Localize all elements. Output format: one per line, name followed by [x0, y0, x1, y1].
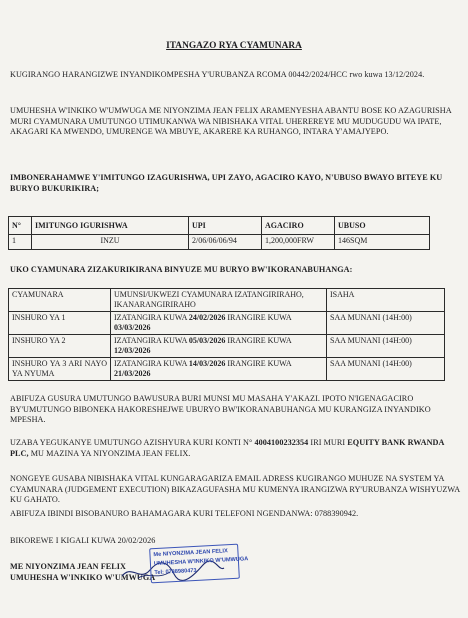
- property-table-header: [9, 217, 430, 235]
- cell-dates: UMUNSI/UKWEZI CYAMUNARA IZATANGIRIRAHO, IKANARANGIRIRAHO: [111, 289, 327, 312]
- document-title: ITANGAZO RYA CYAMUNARA: [166, 41, 302, 51]
- email-request-paragraph: NONGEYE GUSABA NIBISHAKA VITAL KUNGARAGARIZA EMAIL ADRESS KUGIRANGO MUHUZE NA SYSTEM YA CYAMUNARA (JUDGEMENT EXECUTION) BIKAZAGUFASHA MU KUMENYA IRANGIZWA RY'URUBANZA WISHYUZWA KU GAHATO.: [10, 474, 460, 505]
- cell-number: 1: [9, 235, 32, 250]
- start-date: 14/03/2026: [188, 359, 226, 368]
- table-row: [9, 358, 445, 381]
- signer-name: ME NIYONZIMA JEAN FELIX: [10, 562, 127, 571]
- signer-title: UMUHESHA W'INKIKO W'UMWUGA: [10, 573, 156, 582]
- end-date: 03/03/2026: [114, 322, 151, 332]
- contact-paragraph: ABIFUZA IBINDI BISOBANURO BAHAMAGARA KURI TELEFONI NGENDANWA: 0788390942.: [10, 509, 359, 518]
- cell-round: INSHURO YA 2: [9, 335, 111, 358]
- cell-upi: 2/06/06/06/94: [189, 235, 262, 250]
- cell-dates: [111, 335, 327, 358]
- announcement-paragraph: UMUHESHA W'INKIKO W'UMWUGA ME NIYONZIMA JEAN FELIX ARAMENYESHA ABANTU BOSE KO AZAGURISHA MURI CYAMUNARA UMUTUNGO UTIMUKANWA WA NIBISHAKA VITAL UHEREREYE MU MUDUGUDU WA IPATE, AKAGARI KA MWENDO, UMURENGE WA MBUYE, AKARERE KA RUHANGO, INTARA Y'AMAJYEPO.: [10, 106, 452, 137]
- cell-dates: [111, 312, 327, 335]
- cell-value: 1,200,000FRW: [262, 235, 335, 250]
- payment-paragraph: [10, 438, 460, 459]
- official-stamp: [149, 544, 249, 584]
- intro-paragraph: KUGIRANGO HARANGIZWE INYANDIKOMPESHA Y'URUBANZA RCOMA 00442/2024/HCC rwo kuwa 13/12/2024.: [10, 70, 425, 79]
- header-number: N°: [9, 217, 32, 235]
- end-date: 21/03/2026: [114, 368, 151, 378]
- date-label: IZATANGIRA KUWA: [114, 336, 189, 345]
- table1-heading: IMBONERAHAMWE Y'IMITUNGO IZAGURISHWA, UPI ZAYO, AGACIRO KAYO, N'UBUSO BWAYO BITEYE KU BURYO BUKURIKIRA;: [10, 173, 443, 193]
- stamp-line-2: UMUHESHA W'INKIKO W'UMWUGA: [153, 556, 249, 568]
- header-upi: UPI: [189, 217, 262, 235]
- cell-property: INZU: [32, 235, 189, 250]
- date-label: IRANGIRE KUWA: [225, 313, 292, 322]
- cell-round: INSHURO YA 1: [9, 312, 111, 335]
- stamp-line-3: Tel: 0788980473: [154, 567, 197, 577]
- cell-round: INSHURO YA 3 ARI NAYO YA NYUMA: [9, 358, 111, 381]
- bank-name: EQUITY BANK RWANDA PLC,: [10, 438, 445, 458]
- cell-dates: [111, 358, 327, 381]
- cell-area: 146SQM: [335, 235, 430, 250]
- place-date: BIKOREWE I KIGALI KUWA 20/02/2026: [10, 536, 156, 545]
- cell-time: SAA MUNANI (14H:00): [327, 335, 445, 358]
- account-number: 4004100232354: [254, 438, 309, 447]
- end-date: 12/03/2026: [114, 345, 151, 355]
- stamp-line-1: Me NIYONZIMA JEAN FELIX: [153, 548, 228, 559]
- payment-text: UZABA YEGUKANYE UMUTUNGO AZISHYURA KURI KONTI N°: [10, 438, 255, 447]
- start-date: 05/03/2026: [188, 336, 226, 345]
- date-label: IRANGIRE KUWA: [225, 359, 292, 368]
- auction-schedule-table: [8, 288, 445, 381]
- header-value: AGACIRO: [262, 217, 335, 235]
- payment-text: IRI MURI: [308, 438, 348, 447]
- cell-time: SAA MUNANI (14H:00): [327, 312, 445, 335]
- cell-time: ISAHA: [327, 289, 445, 312]
- payment-text: MU MAZINA YA NIYONZIMA JEAN FELIX.: [28, 448, 191, 458]
- table-row: [9, 335, 445, 358]
- visit-paragraph: ABIFUZA GUSURA UMUTUNGO BAWUSURA BURI MUNSI MU MASAHA Y'AKAZI. IPOTO N'IGENAGACIRO BY'UMUTUNGO BIBONEKA HAKORESHEJWE UBURYO BW'IKORANABUHANGA MU KURANGIZA INYANDIKO MPESHA.: [10, 394, 431, 425]
- table2-heading: UKO CYAMUNARA ZIZAKURIKIRANA BINYUZE MU BURYO BW'IKORANABUHANGA:: [10, 265, 353, 274]
- date-label: IZATANGIRA KUWA: [114, 359, 189, 368]
- start-date: 24/02/2026: [188, 313, 226, 322]
- cell-round: CYAMUNARA: [9, 289, 111, 312]
- date-label: IZATANGIRA KUWA: [114, 313, 189, 322]
- table-row: [9, 312, 445, 335]
- table-row: [9, 289, 445, 312]
- cell-time: SAA MUNANI (14H:00): [327, 358, 445, 381]
- header-area: UBUSO: [335, 217, 430, 235]
- header-property: IMITUNGO IGURISHWA: [32, 217, 189, 235]
- table-row: [9, 235, 430, 250]
- property-table: [8, 216, 430, 250]
- date-label: IRANGIRE KUWA: [225, 336, 292, 345]
